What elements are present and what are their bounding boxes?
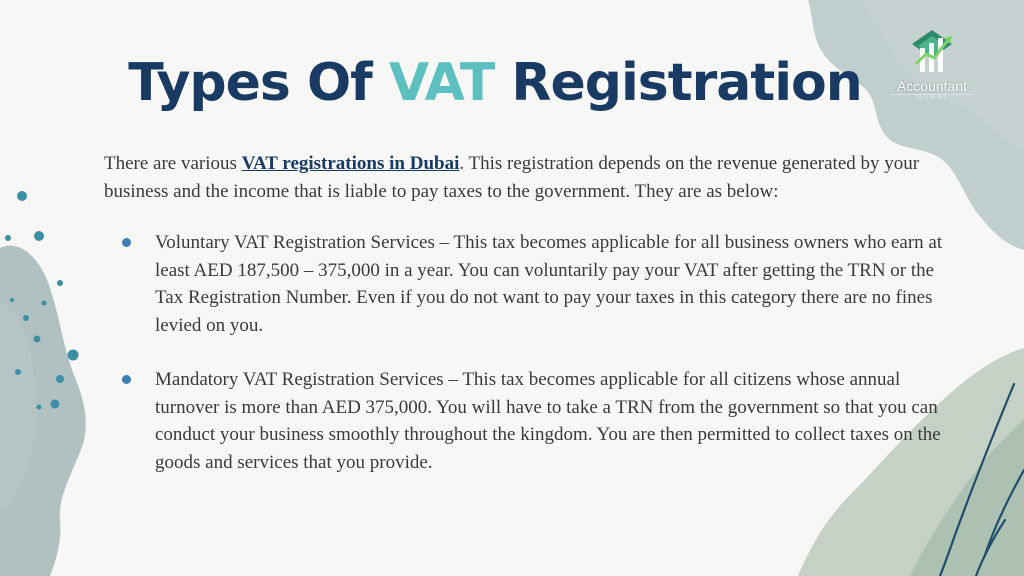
bullet-text: Voluntary VAT Registration Services – This tax becomes applicable for all business owners who earn at least AED 187,500 – 375,000 in a year. You can voluntarily pay your VAT after getting the TRN or the Tax Registration Number. Even if you do not want to pay your taxes in this category there are no fines levied on you.: [155, 232, 943, 336]
list-item-voluntary: [122, 229, 952, 339]
title-accent: VAT: [388, 53, 495, 113]
title-prefix: Types Of: [128, 53, 389, 113]
list-item-mandatory: [122, 366, 952, 476]
registration-types-list: [122, 229, 952, 503]
bullet-icon: [122, 238, 131, 247]
growth-chart-icon: [882, 30, 982, 80]
bullet-text: Mandatory VAT Registration Services – This tax becomes applicable for all citizens whose annual turnover is more than AED 375,000. You will have to take a TRN from the government so that you can conduct your business smoothly throughout the kingdom. You are then permitted to collect taxes on the goods and services that you provide.: [155, 369, 941, 473]
vat-registrations-link[interactable]: VAT registrations in Dubai: [241, 153, 460, 174]
intro-before: There are various: [104, 153, 242, 174]
company-logo: [882, 30, 982, 110]
bullet-icon: [122, 375, 131, 384]
logo-subtitle: DUBAI: [916, 94, 948, 101]
title-suffix: Registration: [494, 53, 862, 113]
slide-title: [0, 52, 990, 114]
logo-name: Accountant: [896, 78, 968, 94]
intro-paragraph: [104, 150, 954, 206]
intro-after: . This registration depends on the revenue generated by your business and the income that is liable to pay taxes to the government. They are as below:: [104, 153, 920, 202]
